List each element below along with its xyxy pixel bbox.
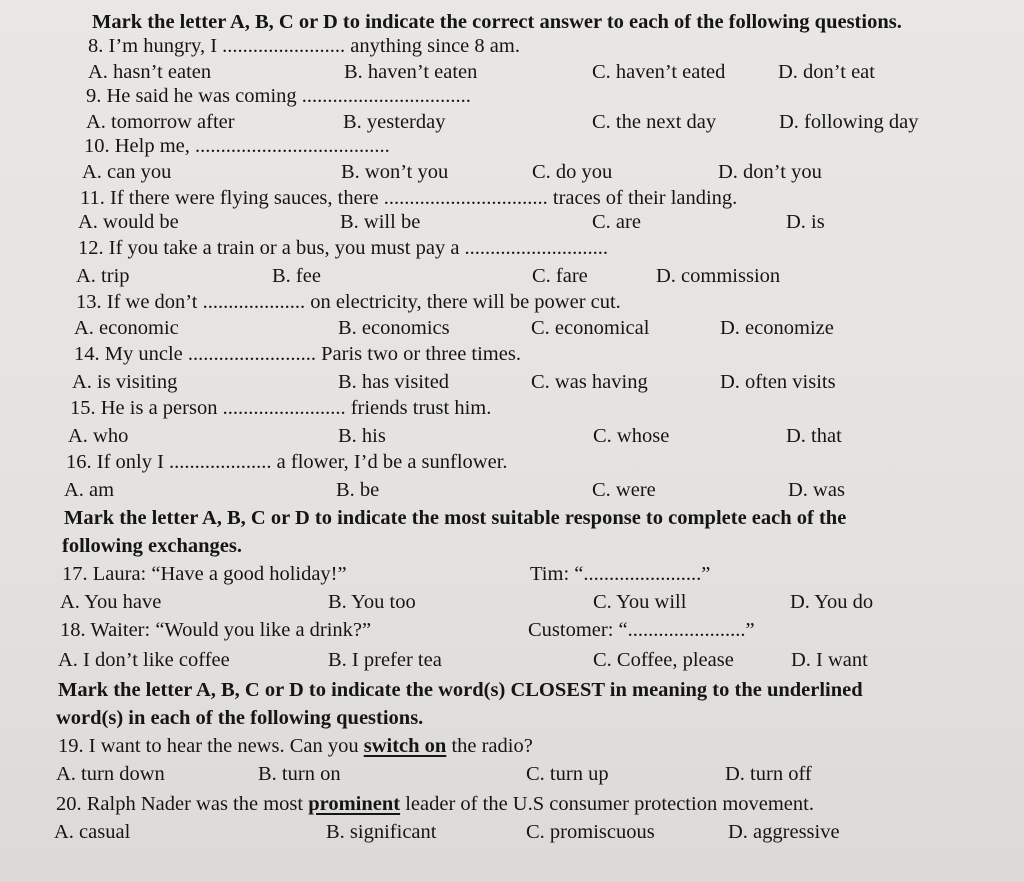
option-c: C. Coffee, please: [593, 649, 734, 671]
option-a: A. economic: [74, 317, 179, 339]
option-c: C. economical: [531, 317, 650, 339]
stem-after: leader of the U.S consumer protection movement.: [400, 793, 814, 815]
question-9: [0, 82, 1024, 110]
option-d: D. I want: [791, 649, 868, 671]
option-a: A. is visiting: [72, 371, 178, 393]
question-11-options: [0, 208, 1024, 236]
question-14-options: [0, 368, 1024, 396]
stem-before: 19. I want to hear the news. Can you: [58, 735, 364, 757]
option-b: B. fee: [272, 265, 321, 287]
option-d: D. aggressive: [728, 821, 840, 843]
question-15-options: [0, 422, 1024, 450]
section3-instruction: Mark the letter A, B, C or D to indicate the word(s) CLOSEST in meaning to the underlined: [58, 679, 863, 701]
option-d: D. commission: [656, 265, 781, 287]
stem-after: the radio?: [446, 735, 533, 757]
option-a: A. I don’t like coffee: [58, 649, 230, 671]
question-17-options: [0, 588, 1024, 616]
question-13-options: [0, 314, 1024, 342]
option-a: A. You have: [60, 591, 162, 613]
question-stem: 10. Help me, ......................................: [84, 135, 390, 157]
option-b: B. economics: [338, 317, 450, 339]
section2-instruction-line-2: [0, 532, 1024, 560]
question-12-options: [0, 262, 1024, 290]
section2-instruction: following exchanges.: [62, 535, 242, 557]
question-stem: 9. He said he was coming .................................: [86, 85, 471, 107]
question-17: [0, 560, 1024, 588]
option-b: B. You too: [328, 591, 416, 613]
option-a: A. hasn’t eaten: [88, 61, 212, 83]
question-stem: [56, 790, 814, 818]
underlined-word: switch on: [363, 735, 447, 757]
option-a: A. trip: [76, 265, 130, 287]
question-stem: 18. Waiter: “Would you like a drink?”: [60, 619, 372, 641]
option-b: B. won’t you: [341, 161, 449, 183]
question-8: [0, 32, 1024, 60]
question-stem: 11. If there were flying sauces, there ................................ traces of their landing.: [80, 187, 738, 209]
question-stem: 13. If we don’t .................... on electricity, there will be power cut.: [76, 291, 621, 313]
option-d: D. turn off: [725, 763, 812, 785]
question-20-options: [0, 818, 1024, 846]
question-stem: 16. If only I .................... a flower, I’d be a sunflower.: [66, 451, 508, 473]
question-18: [0, 616, 1024, 644]
option-c: C. turn up: [526, 763, 609, 785]
question-20: [0, 790, 1024, 818]
question-15: [0, 394, 1024, 422]
option-a: A. tomorrow after: [86, 111, 235, 133]
option-a: A. who: [68, 425, 129, 447]
option-d: D. You do: [790, 591, 874, 613]
option-b: B. has visited: [338, 371, 450, 393]
option-c: C. haven’t eated: [592, 61, 726, 83]
option-c: C. You will: [593, 591, 687, 613]
option-c: C. were: [592, 479, 656, 501]
section2-instruction-line-1: [0, 504, 1024, 532]
option-c: C. promiscuous: [526, 821, 655, 843]
section1-instruction: Mark the letter A, B, C or D to indicate the correct answer to each of the following questions.: [92, 11, 902, 33]
option-d: D. often visits: [720, 371, 836, 393]
option-d: D. don’t you: [718, 161, 822, 183]
section3-instruction: word(s) in each of the following questions.: [56, 707, 424, 729]
question-14: [0, 340, 1024, 368]
option-c: C. whose: [593, 425, 670, 447]
option-b: B. turn on: [258, 763, 341, 785]
question-16: [0, 448, 1024, 476]
option-b: B. his: [338, 425, 386, 447]
section2-instruction: Mark the letter A, B, C or D to indicate the most suitable response to complete each of the: [64, 507, 847, 529]
option-c: C. are: [592, 211, 641, 233]
section3-instruction-line-2: [0, 704, 1024, 732]
question-19-options: [0, 760, 1024, 788]
option-a: A. turn down: [56, 763, 165, 785]
option-b: B. haven’t eaten: [344, 61, 478, 83]
question-reply: Customer: “.......................”: [528, 619, 755, 641]
option-c: C. fare: [532, 265, 588, 287]
question-stem: 12. If you take a train or a bus, you must pay a ............................: [78, 237, 609, 259]
option-c: C. was having: [531, 371, 648, 393]
question-reply: Tim: “.......................”: [530, 563, 711, 585]
option-d: D. economize: [720, 317, 834, 339]
question-stem: [58, 732, 533, 760]
option-a: A. am: [64, 479, 115, 501]
option-d: D. is: [786, 211, 825, 233]
option-b: B. be: [336, 479, 380, 501]
question-stem: 15. He is a person ........................ friends trust him.: [70, 397, 492, 419]
question-16-options: [0, 476, 1024, 504]
question-13: [0, 288, 1024, 316]
question-19: [0, 732, 1024, 760]
option-c: C. do you: [532, 161, 613, 183]
option-c: C. the next day: [592, 111, 717, 133]
underlined-word: prominent: [308, 793, 401, 815]
option-d: D. don’t eat: [778, 61, 875, 83]
question-12: [0, 234, 1024, 262]
question-stem: 17. Laura: “Have a good holiday!”: [62, 563, 347, 585]
option-d: D. that: [786, 425, 842, 447]
option-a: A. can you: [82, 161, 172, 183]
option-d: D. was: [788, 479, 845, 501]
option-b: B. will be: [340, 211, 421, 233]
section3-instruction-line-1: [0, 676, 1024, 704]
option-a: A. casual: [54, 821, 131, 843]
question-10: [0, 132, 1024, 160]
option-a: A. would be: [78, 211, 179, 233]
option-d: D. following day: [779, 111, 919, 133]
question-10-options: [0, 158, 1024, 186]
question-stem: 14. My uncle ......................... Paris two or three times.: [74, 343, 521, 365]
stem-before: 20. Ralph Nader was the most: [56, 793, 309, 815]
question-stem: 8. I’m hungry, I ........................ anything since 8 am.: [88, 35, 520, 57]
option-b: B. yesterday: [343, 111, 446, 133]
option-b: B. significant: [326, 821, 437, 843]
question-18-options: [0, 646, 1024, 674]
option-b: B. I prefer tea: [328, 649, 442, 671]
